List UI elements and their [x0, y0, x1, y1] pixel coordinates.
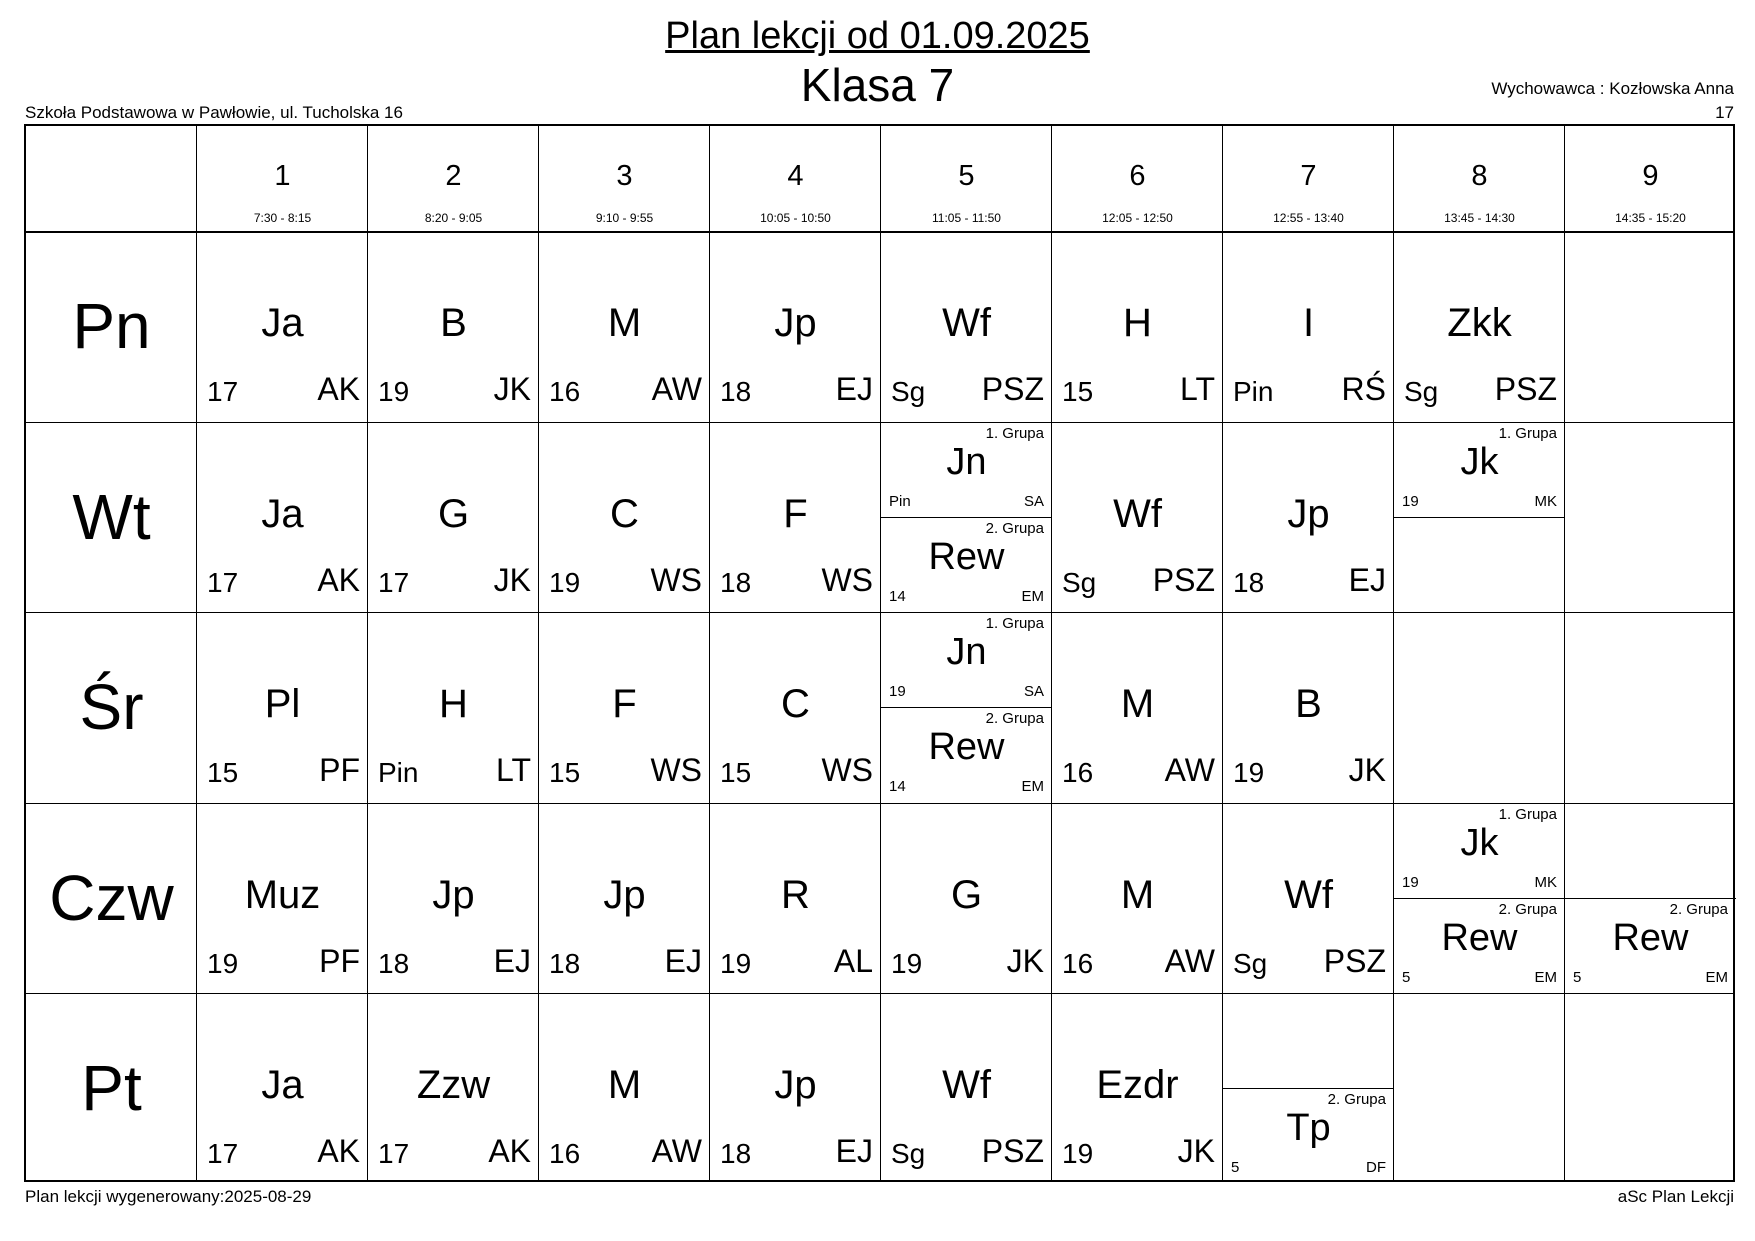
lesson-teacher: AK [317, 561, 360, 598]
group-divider [1394, 517, 1565, 518]
lesson-room: 19 [1402, 873, 1419, 891]
period-time: 12:55 - 13:40 [1273, 211, 1344, 225]
lesson-room: 18 [1233, 566, 1265, 598]
lesson-room: Sg [1404, 376, 1439, 407]
lesson-teacher: PSZ [1152, 561, 1215, 598]
school-name: Szkoła Podstawowa w Pawłowie, ul. Tucholska 16 [25, 103, 403, 122]
lesson-room: 18 [720, 1138, 752, 1169]
lesson-subject: F [783, 491, 808, 536]
lesson-teacher: LT [1180, 371, 1215, 407]
lesson-subject: Ja [261, 1063, 304, 1107]
lesson-subject: M [1120, 682, 1155, 726]
lesson-room: 19 [720, 947, 752, 979]
lesson-subject: C [781, 682, 810, 726]
group-label: 2. Grupa [1498, 900, 1557, 918]
period-number: 3 [616, 160, 633, 192]
period-time: 7:30 - 8:15 [253, 211, 312, 225]
lesson-subject: Jp [1287, 491, 1330, 536]
period-header [1394, 126, 1565, 231]
class-name: Klasa 7 [800, 59, 955, 111]
period-header [1223, 126, 1394, 231]
lesson-teacher: AL [833, 942, 873, 979]
lesson-subject: Wf [942, 301, 991, 345]
lesson-teacher: WS [650, 561, 702, 598]
lesson-subject: Ja [261, 301, 304, 345]
lesson-subject: C [610, 491, 639, 536]
lesson-teacher: AK [488, 1133, 531, 1169]
period-number: 9 [1642, 160, 1659, 192]
lesson-cell[interactable] [197, 803, 368, 994]
lesson-teacher: EM [1534, 968, 1557, 986]
lesson-cell[interactable] [368, 422, 539, 613]
group-lesson-cell[interactable] [881, 517, 1052, 612]
lesson-cell[interactable] [539, 803, 710, 994]
lesson-teacher: PF [319, 942, 360, 979]
lesson-subject: Jp [603, 872, 646, 917]
lesson-cell[interactable] [710, 803, 881, 994]
generated-date: Plan lekcji wygenerowany:2025-08-29 [25, 1187, 312, 1206]
timetable-title: Plan lekcji od 01.09.2025 [665, 15, 1090, 57]
group-lesson-cell[interactable] [1394, 898, 1565, 993]
lesson-subject: B [440, 301, 467, 345]
lesson-cell[interactable] [1394, 231, 1565, 422]
group-lesson-cell[interactable] [881, 422, 1052, 517]
lesson-room: Sg [891, 1138, 926, 1169]
lesson-subject: Zzw [416, 1063, 491, 1107]
lesson-room: 15 [549, 757, 581, 788]
lesson-cell[interactable] [710, 422, 881, 613]
lesson-teacher: WS [821, 752, 873, 788]
lesson-subject: Jp [774, 301, 817, 345]
period-number: 7 [1300, 160, 1317, 192]
group-divider [1223, 1088, 1394, 1089]
lesson-subject: Wf [942, 1063, 991, 1107]
lesson-subject: Muz [244, 872, 321, 917]
period-header [368, 126, 539, 231]
lesson-room: 19 [889, 683, 906, 700]
period-header [1565, 126, 1736, 231]
lesson-subject: Jp [432, 872, 475, 917]
lesson-subject: Tp [1286, 1107, 1331, 1149]
lesson-subject: Rew [928, 726, 1005, 768]
lesson-subject: Ezdr [1096, 1063, 1179, 1107]
group-divider [1394, 898, 1565, 899]
lesson-room: 14 [889, 778, 906, 795]
lesson-teacher: EM [1705, 968, 1728, 986]
period-time: 11:05 - 11:50 [932, 211, 1001, 225]
lesson-cell[interactable] [368, 993, 539, 1184]
group-label: 1. Grupa [1498, 424, 1557, 442]
lesson-subject: Jn [946, 440, 987, 483]
lesson-room: 15 [720, 757, 752, 788]
group-lesson-cell[interactable] [1565, 898, 1736, 993]
lesson-room: 18 [720, 376, 752, 407]
period-time: 10:05 - 10:50 [760, 211, 831, 225]
lesson-cell[interactable] [1052, 231, 1223, 422]
lesson-subject: B [1295, 682, 1322, 726]
group-lesson-cell[interactable] [1394, 803, 1565, 898]
period-header [710, 126, 881, 231]
software-name: aSc Plan Lekcji [1617, 1187, 1734, 1206]
lesson-teacher: SA [1023, 683, 1044, 700]
period-number: 1 [274, 160, 291, 192]
period-header [881, 126, 1052, 231]
lesson-subject: G [950, 872, 983, 917]
period-time: 9:10 - 9:55 [595, 211, 654, 225]
day-label: Śr [79, 671, 144, 743]
lesson-teacher: DF [1366, 1159, 1386, 1176]
lesson-room: 15 [1062, 376, 1094, 407]
group-divider [1565, 898, 1736, 899]
lesson-room: 15 [207, 757, 239, 788]
period-header [197, 126, 368, 231]
lesson-cell[interactable] [710, 612, 881, 803]
lesson-subject: Wf [1284, 872, 1333, 917]
lesson-teacher: EJ [664, 942, 702, 979]
lesson-cell[interactable] [539, 993, 710, 1184]
lesson-cell[interactable] [1223, 422, 1394, 613]
lesson-subject: M [607, 1063, 642, 1107]
lesson-room: 17 [207, 1138, 239, 1169]
lesson-teacher: WS [821, 561, 873, 598]
period-number: 2 [445, 160, 462, 192]
lesson-room: 5 [1231, 1159, 1240, 1176]
lesson-teacher: EJ [493, 942, 531, 979]
lesson-subject: M [607, 301, 642, 345]
lesson-cell[interactable] [368, 231, 539, 422]
period-header [1052, 126, 1223, 231]
lesson-cell[interactable] [197, 422, 368, 613]
lesson-room: 18 [378, 947, 410, 979]
period-time: 8:20 - 9:05 [424, 211, 483, 225]
group-lesson-cell[interactable] [1394, 422, 1565, 517]
lesson-subject: H [439, 682, 468, 726]
lesson-cell[interactable] [1052, 803, 1223, 994]
period-time: 13:45 - 14:30 [1444, 211, 1515, 225]
lesson-room: 17 [207, 376, 239, 407]
lesson-subject: M [1120, 872, 1155, 917]
group-lesson-cell[interactable] [881, 707, 1052, 802]
group-label: 1. Grupa [985, 615, 1044, 632]
day-label: Pn [72, 290, 151, 362]
lesson-cell[interactable] [197, 231, 368, 422]
period-time: 12:05 - 12:50 [1102, 211, 1173, 225]
lesson-subject: Jk [1460, 821, 1499, 864]
lesson-room: 16 [549, 1138, 581, 1169]
lesson-subject: F [612, 682, 637, 726]
group-lesson-cell[interactable] [1223, 1088, 1394, 1183]
period-number: 6 [1129, 160, 1146, 192]
class-tutor: Wychowawca : Kozłowska Anna [1491, 79, 1734, 98]
lesson-teacher: LT [496, 752, 531, 788]
day-label: Wt [72, 480, 151, 553]
group-label: 2. Grupa [1327, 1091, 1386, 1108]
lesson-teacher: EJ [835, 1133, 873, 1169]
lesson-cell[interactable] [1052, 993, 1223, 1184]
group-divider [881, 517, 1052, 518]
lesson-room: 14 [889, 587, 906, 605]
lesson-teacher: PSZ [981, 1133, 1044, 1169]
lesson-subject: Rew [928, 535, 1005, 578]
lesson-room: 19 [207, 947, 239, 979]
period-header [539, 126, 710, 231]
lesson-subject: I [1302, 301, 1315, 345]
lesson-cell[interactable] [539, 231, 710, 422]
group-lesson-cell[interactable] [881, 612, 1052, 707]
lesson-cell[interactable] [1052, 612, 1223, 803]
lesson-room: Sg [1233, 947, 1268, 979]
lesson-room: Pin [889, 492, 911, 510]
lesson-teacher: MK [1534, 492, 1557, 510]
group-label: 1. Grupa [1498, 805, 1557, 823]
lesson-teacher: PSZ [1323, 942, 1386, 979]
lesson-room: 17 [207, 566, 239, 598]
lesson-teacher: EJ [835, 371, 873, 407]
lesson-cell[interactable] [197, 612, 368, 803]
lesson-teacher: JK [1006, 942, 1044, 979]
period-number: 5 [958, 160, 975, 192]
lesson-subject: Jk [1460, 440, 1499, 483]
lesson-room: 18 [720, 566, 752, 598]
lesson-subject: R [781, 872, 810, 917]
lesson-room: 18 [549, 947, 581, 979]
lesson-cell[interactable] [1223, 231, 1394, 422]
lesson-cell[interactable] [1223, 803, 1394, 994]
lesson-room: Pin [1233, 376, 1274, 407]
lesson-teacher: JK [493, 371, 531, 407]
lesson-teacher: JK [1348, 752, 1386, 788]
lesson-subject: Zkk [1447, 301, 1512, 345]
lesson-subject: Jp [774, 1063, 817, 1107]
lesson-teacher: SA [1023, 492, 1044, 510]
lesson-subject: Pl [264, 682, 301, 726]
lesson-teacher: JK [493, 561, 531, 598]
group-label: 1. Grupa [985, 424, 1044, 442]
period-time: 14:35 - 15:20 [1615, 211, 1686, 225]
lesson-cell[interactable] [881, 231, 1052, 422]
lesson-cell[interactable] [881, 993, 1052, 1184]
lesson-cell[interactable] [368, 803, 539, 994]
lesson-teacher: MK [1534, 873, 1557, 891]
lesson-teacher: AW [1164, 752, 1215, 788]
day-label: Pt [81, 1052, 142, 1124]
lesson-teacher: PSZ [1494, 371, 1557, 407]
lesson-teacher: JK [1177, 1133, 1215, 1169]
lesson-teacher: RŚ [1341, 371, 1386, 407]
lesson-cell[interactable] [1223, 612, 1394, 803]
lesson-cell[interactable] [1052, 422, 1223, 613]
lesson-teacher: AK [317, 371, 360, 407]
lesson-subject: G [437, 491, 470, 536]
lesson-cell[interactable] [710, 993, 881, 1184]
lesson-subject: Rew [1612, 916, 1689, 959]
group-label: 2. Grupa [985, 519, 1044, 537]
period-number: 4 [787, 160, 804, 192]
lesson-subject: H [1123, 301, 1152, 345]
lesson-teacher: AK [317, 1133, 360, 1169]
lesson-room: 19 [549, 566, 581, 598]
lesson-teacher: AW [651, 1133, 702, 1169]
lesson-teacher: PSZ [981, 371, 1044, 407]
tutor-room: 17 [1715, 103, 1734, 122]
lesson-cell[interactable] [539, 612, 710, 803]
lesson-room: 5 [1573, 968, 1582, 986]
lesson-room: 5 [1402, 968, 1411, 986]
group-label: 2. Grupa [985, 710, 1044, 727]
lesson-subject: Jn [946, 631, 987, 673]
period-number: 8 [1471, 160, 1488, 192]
lesson-subject: Rew [1441, 916, 1518, 959]
lesson-room: Sg [1062, 566, 1097, 598]
lesson-room: 16 [1062, 947, 1094, 979]
lesson-cell[interactable] [368, 612, 539, 803]
timetable-grid [24, 124, 1735, 1182]
lesson-teacher: AW [651, 371, 702, 407]
lesson-teacher: WS [650, 752, 702, 788]
lesson-teacher: EJ [1348, 561, 1386, 598]
lesson-room: 19 [1233, 757, 1265, 788]
lesson-teacher: AW [1164, 942, 1215, 979]
lesson-room: 19 [891, 947, 923, 979]
lesson-room: 19 [1062, 1138, 1094, 1169]
lesson-teacher: EM [1021, 778, 1044, 795]
lesson-subject: Ja [261, 491, 304, 536]
lesson-room: 16 [549, 376, 581, 407]
lesson-room: 19 [1402, 492, 1419, 510]
group-divider [881, 707, 1052, 708]
lesson-teacher: PF [319, 752, 360, 788]
lesson-teacher: EM [1021, 587, 1044, 605]
lesson-cell[interactable] [197, 993, 368, 1184]
day-label: Czw [49, 861, 174, 934]
lesson-subject: Wf [1113, 491, 1162, 536]
group-label: 2. Grupa [1669, 900, 1728, 918]
lesson-room: Sg [891, 376, 926, 407]
lesson-cell[interactable] [881, 803, 1052, 994]
lesson-cell[interactable] [710, 231, 881, 422]
lesson-cell[interactable] [539, 422, 710, 613]
lesson-room: 17 [378, 1138, 410, 1169]
lesson-room: 17 [378, 566, 410, 598]
lesson-room: 19 [378, 376, 410, 407]
lesson-room: 16 [1062, 757, 1094, 788]
lesson-room: Pin [378, 757, 419, 788]
